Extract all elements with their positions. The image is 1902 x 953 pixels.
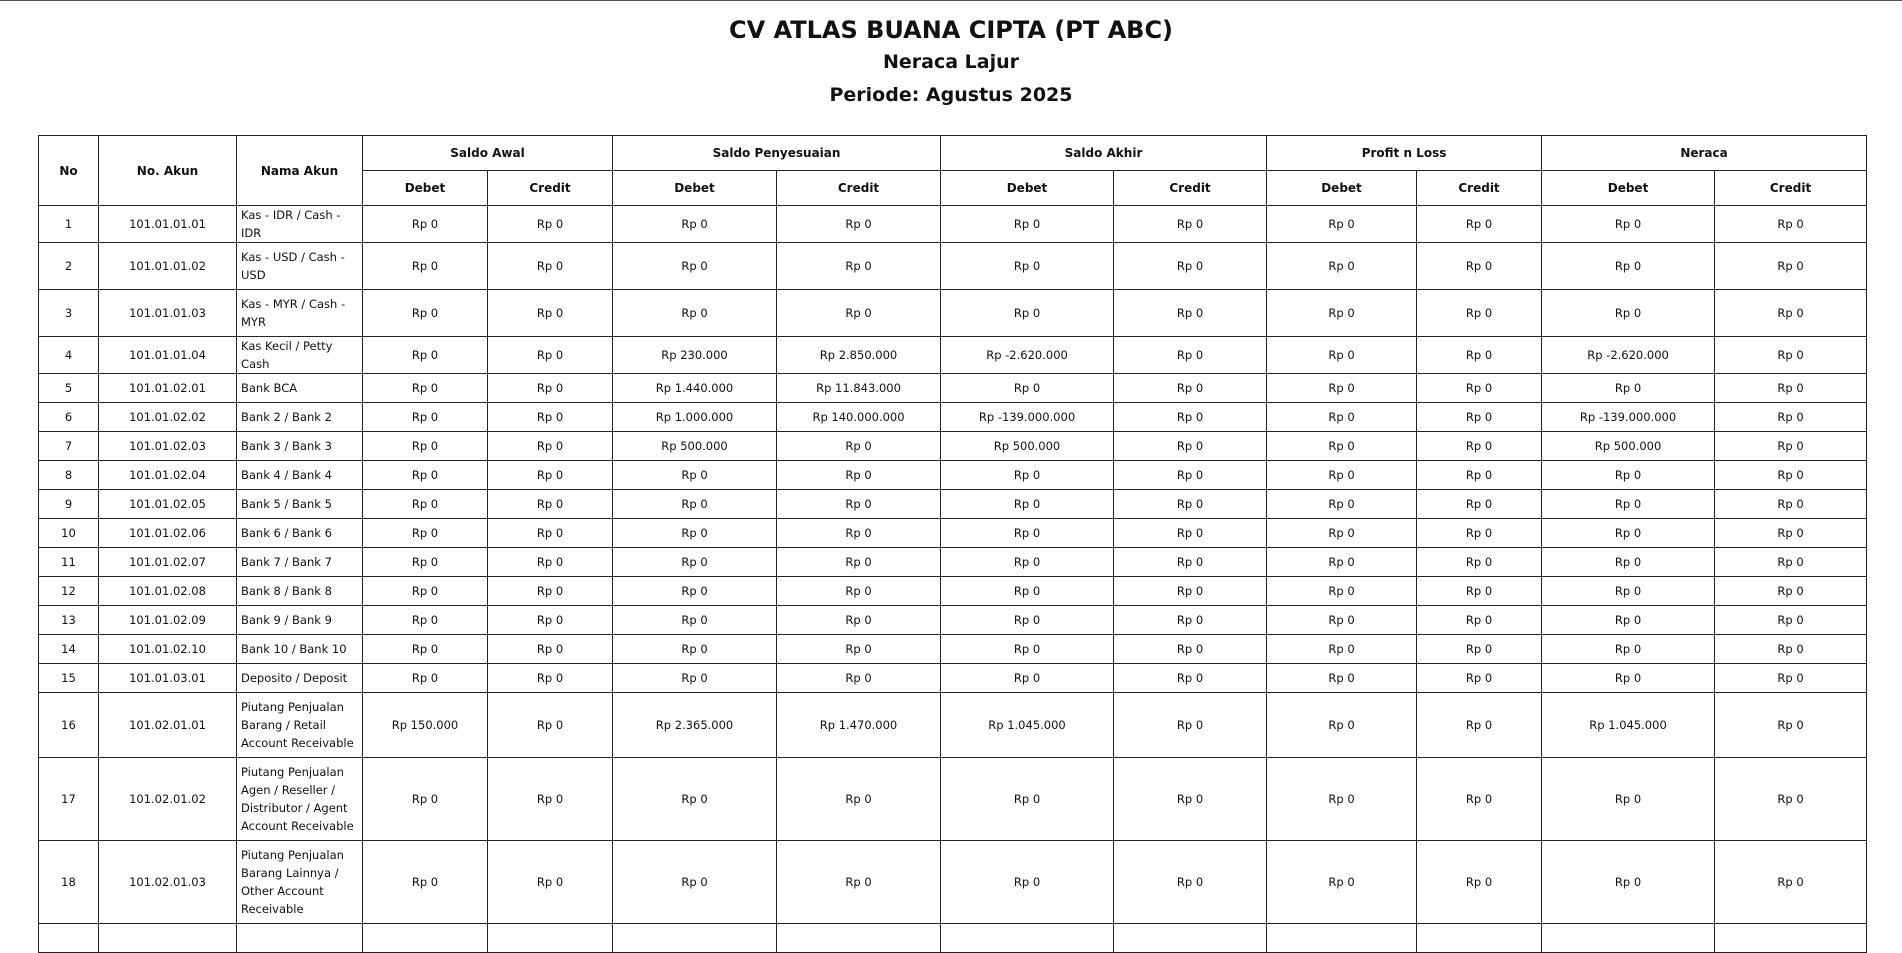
cell-account-no: 101.01.02.07 <box>99 548 237 577</box>
cell-amount-credit: Rp 0 <box>1114 432 1267 461</box>
cell-amount-debit: Rp -2.620.000 <box>941 337 1114 374</box>
cell-amount-credit: Rp 0 <box>777 577 941 606</box>
cell-amount-credit: Rp 0 <box>1417 290 1542 337</box>
cell-account-no: 101.01.03.01 <box>99 664 237 693</box>
cell-amount-credit: Rp 0 <box>1715 490 1867 519</box>
cell-no: 15 <box>39 664 99 693</box>
cell-amount-debit: Rp 0 <box>363 635 488 664</box>
cell-amount-debit: Rp 0 <box>363 461 488 490</box>
cell-account-name: Bank 2 / Bank 2 <box>237 403 363 432</box>
header-credit: Credit <box>1417 171 1542 206</box>
cell-amount-credit: Rp 0 <box>488 290 613 337</box>
cell-account-no: 101.01.02.01 <box>99 374 237 403</box>
cell-amount-debit: Rp 0 <box>613 290 777 337</box>
cell-amount-credit: Rp 0 <box>777 548 941 577</box>
cell-no: 12 <box>39 577 99 606</box>
cell-account-no: 101.01.02.02 <box>99 403 237 432</box>
cell-amount-credit: Rp 0 <box>1417 758 1542 841</box>
header-account-no: No. Akun <box>99 136 237 206</box>
header-group-saldo-penyesuaian: Saldo Penyesuaian <box>613 136 941 171</box>
header-debit: Debet <box>1267 171 1417 206</box>
cell-amount-debit: Rp 0 <box>363 206 488 243</box>
cell-amount-credit: Rp 0 <box>1114 635 1267 664</box>
cell-amount-debit: Rp 0 <box>941 548 1114 577</box>
cell-account-no: 101.01.01.02 <box>99 243 237 290</box>
cell-amount-credit: Rp 0 <box>1114 693 1267 758</box>
cell-amount-credit: Rp 0 <box>1715 374 1867 403</box>
cell-amount-debit: Rp 0 <box>1542 664 1715 693</box>
cell-amount-debit <box>1267 924 1417 953</box>
header-credit: Credit <box>1114 171 1267 206</box>
cell-amount-debit: Rp 0 <box>941 606 1114 635</box>
cell-account-no: 101.01.02.09 <box>99 606 237 635</box>
cell-amount-debit: Rp 0 <box>1542 206 1715 243</box>
cell-account-name <box>237 924 363 953</box>
table-row <box>39 693 1867 758</box>
cell-amount-debit: Rp 0 <box>941 664 1114 693</box>
cell-amount-debit: Rp 0 <box>1542 635 1715 664</box>
cell-amount-credit: Rp 0 <box>777 290 941 337</box>
cell-amount-debit: Rp 0 <box>941 206 1114 243</box>
cell-amount-debit: Rp 0 <box>1542 577 1715 606</box>
cell-amount-credit: Rp 0 <box>777 758 941 841</box>
cell-amount-debit: Rp 0 <box>613 635 777 664</box>
cell-amount-credit: Rp 11.843.000 <box>777 374 941 403</box>
header-debit: Debet <box>363 171 488 206</box>
cell-amount-debit: Rp 0 <box>1267 841 1417 924</box>
cell-amount-credit: Rp 0 <box>777 461 941 490</box>
cell-no: 6 <box>39 403 99 432</box>
table-row <box>39 664 1867 693</box>
cell-amount-credit: Rp 0 <box>1715 461 1867 490</box>
cell-amount-debit <box>613 924 777 953</box>
header-credit: Credit <box>777 171 941 206</box>
cell-account-name: Piutang Penjualan Barang / Retail Account Receivable <box>237 693 363 758</box>
cell-no: 14 <box>39 635 99 664</box>
cell-amount-credit: Rp 0 <box>488 606 613 635</box>
table-row <box>39 243 1867 290</box>
cell-account-no: 101.01.02.06 <box>99 519 237 548</box>
cell-account-no: 101.01.02.04 <box>99 461 237 490</box>
cell-amount-credit: Rp 0 <box>1114 577 1267 606</box>
cell-amount-credit: Rp 0 <box>1715 206 1867 243</box>
cell-amount-debit: Rp 150.000 <box>363 693 488 758</box>
cell-amount-debit: Rp 0 <box>1267 432 1417 461</box>
cell-amount-debit: Rp 0 <box>1267 635 1417 664</box>
cell-amount-credit: Rp 140.000.000 <box>777 403 941 432</box>
cell-amount-credit: Rp 0 <box>1114 490 1267 519</box>
cell-amount-debit: Rp 0 <box>363 664 488 693</box>
table-row <box>39 577 1867 606</box>
cell-amount-credit: Rp 0 <box>1715 243 1867 290</box>
cell-amount-debit: Rp 0 <box>1267 664 1417 693</box>
cell-amount-credit: Rp 0 <box>488 693 613 758</box>
top-border-line <box>0 0 1902 1</box>
cell-amount-credit: Rp 0 <box>1114 841 1267 924</box>
cell-amount-credit: Rp 0 <box>488 403 613 432</box>
cell-account-name: Bank 3 / Bank 3 <box>237 432 363 461</box>
cell-no: 10 <box>39 519 99 548</box>
table-row <box>39 374 1867 403</box>
cell-account-no: 101.02.01.03 <box>99 841 237 924</box>
cell-amount-credit: Rp 0 <box>488 519 613 548</box>
cell-amount-credit: Rp 0 <box>1417 577 1542 606</box>
cell-amount-debit: Rp 0 <box>613 461 777 490</box>
cell-amount-debit: Rp 0 <box>613 606 777 635</box>
cell-amount-debit: Rp 0 <box>1542 243 1715 290</box>
cell-amount-credit: Rp 0 <box>1114 243 1267 290</box>
cell-no <box>39 924 99 953</box>
cell-amount-credit: Rp 0 <box>488 635 613 664</box>
cell-amount-credit <box>1715 924 1867 953</box>
cell-amount-credit: Rp 0 <box>488 337 613 374</box>
cell-account-no: 101.01.01.04 <box>99 337 237 374</box>
cell-amount-debit: Rp 0 <box>613 758 777 841</box>
cell-amount-credit: Rp 0 <box>488 461 613 490</box>
cell-account-name: Kas Kecil / Petty Cash <box>237 337 363 374</box>
report-period: Periode: Agustus 2025 <box>829 84 1073 106</box>
cell-amount-debit: Rp 0 <box>941 519 1114 548</box>
cell-amount-debit: Rp 0 <box>1267 490 1417 519</box>
cell-amount-credit: Rp 0 <box>1417 841 1542 924</box>
cell-amount-credit: Rp 0 <box>1417 635 1542 664</box>
cell-amount-debit: Rp 0 <box>941 635 1114 664</box>
cell-amount-credit: Rp 0 <box>777 243 941 290</box>
cell-account-name: Kas - MYR / Cash - MYR <box>237 290 363 337</box>
cell-amount-debit: Rp 0 <box>613 577 777 606</box>
cell-amount-debit: Rp 0 <box>613 519 777 548</box>
cell-amount-debit <box>1542 924 1715 953</box>
cell-amount-credit: Rp 0 <box>1417 461 1542 490</box>
cell-amount-debit: Rp 0 <box>363 606 488 635</box>
cell-amount-credit: Rp 0 <box>488 758 613 841</box>
header-debit: Debet <box>1542 171 1715 206</box>
cell-amount-credit <box>1114 924 1267 953</box>
header-group-saldo-awal: Saldo Awal <box>363 136 613 171</box>
cell-amount-debit: Rp 0 <box>1267 337 1417 374</box>
cell-amount-debit: Rp 1.045.000 <box>1542 693 1715 758</box>
table-row <box>39 635 1867 664</box>
cell-amount-credit: Rp 0 <box>1114 548 1267 577</box>
report-title: Neraca Lajur <box>882 51 1019 73</box>
cell-amount-credit: Rp 0 <box>1715 577 1867 606</box>
cell-no: 7 <box>39 432 99 461</box>
cell-amount-credit: Rp 0 <box>777 664 941 693</box>
cell-amount-credit <box>777 924 941 953</box>
cell-no: 17 <box>39 758 99 841</box>
cell-account-name: Piutang Penjualan Agen / Reseller / Distributor / Agent Account Receivable <box>237 758 363 841</box>
cell-no: 16 <box>39 693 99 758</box>
cell-amount-credit: Rp 0 <box>1114 758 1267 841</box>
cell-amount-credit: Rp 0 <box>488 841 613 924</box>
worksheet-table-container <box>38 135 1867 953</box>
cell-amount-debit: Rp 0 <box>1542 548 1715 577</box>
cell-amount-credit: Rp 0 <box>1715 841 1867 924</box>
cell-amount-debit: Rp 0 <box>1267 374 1417 403</box>
cell-amount-debit: Rp 0 <box>363 290 488 337</box>
cell-amount-credit: Rp 0 <box>1715 635 1867 664</box>
cell-amount-credit: Rp 0 <box>488 243 613 290</box>
cell-amount-debit: Rp 0 <box>1267 758 1417 841</box>
cell-amount-debit: Rp 0 <box>941 758 1114 841</box>
cell-account-name: Bank 9 / Bank 9 <box>237 606 363 635</box>
cell-amount-credit: Rp 0 <box>1417 548 1542 577</box>
cell-amount-credit <box>1417 924 1542 953</box>
cell-amount-debit: Rp 0 <box>363 403 488 432</box>
cell-amount-debit: Rp 1.440.000 <box>613 374 777 403</box>
cell-amount-debit: Rp 0 <box>1542 519 1715 548</box>
cell-amount-credit: Rp 0 <box>1114 290 1267 337</box>
cell-amount-debit: Rp 0 <box>363 758 488 841</box>
cell-account-name: Bank BCA <box>237 374 363 403</box>
header-group-saldo-akhir: Saldo Akhir <box>941 136 1267 171</box>
cell-amount-debit: Rp 0 <box>1267 519 1417 548</box>
cell-amount-credit: Rp 0 <box>777 206 941 243</box>
cell-amount-credit: Rp 0 <box>1114 519 1267 548</box>
cell-account-name: Bank 7 / Bank 7 <box>237 548 363 577</box>
cell-amount-debit: Rp 500.000 <box>613 432 777 461</box>
cell-amount-debit: Rp -139.000.000 <box>941 403 1114 432</box>
cell-amount-debit: Rp 0 <box>1267 577 1417 606</box>
cell-amount-credit: Rp 0 <box>488 432 613 461</box>
cell-amount-debit: Rp 2.365.000 <box>613 693 777 758</box>
cell-amount-debit <box>363 924 488 953</box>
table-row <box>39 337 1867 374</box>
cell-account-no: 101.01.02.03 <box>99 432 237 461</box>
table-row <box>39 606 1867 635</box>
table-row <box>39 758 1867 841</box>
cell-amount-debit: Rp 0 <box>1542 290 1715 337</box>
cell-account-name: Kas - IDR / Cash - IDR <box>237 206 363 243</box>
cell-amount-credit: Rp 0 <box>1417 337 1542 374</box>
cell-account-no: 101.01.01.01 <box>99 206 237 243</box>
cell-amount-debit: Rp 0 <box>1267 693 1417 758</box>
cell-amount-credit: Rp 0 <box>488 374 613 403</box>
cell-amount-credit: Rp 0 <box>777 841 941 924</box>
cell-amount-credit: Rp 0 <box>1114 403 1267 432</box>
cell-amount-debit: Rp 0 <box>1542 490 1715 519</box>
cell-amount-credit: Rp 0 <box>488 490 613 519</box>
cell-amount-debit: Rp 0 <box>941 841 1114 924</box>
cell-amount-debit: Rp 0 <box>613 548 777 577</box>
cell-amount-debit: Rp 0 <box>613 490 777 519</box>
cell-amount-credit: Rp 0 <box>1715 519 1867 548</box>
cell-no: 5 <box>39 374 99 403</box>
cell-amount-credit: Rp 0 <box>1417 664 1542 693</box>
cell-no: 13 <box>39 606 99 635</box>
cell-amount-debit: Rp 0 <box>941 490 1114 519</box>
table-row <box>39 403 1867 432</box>
cell-account-name: Bank 5 / Bank 5 <box>237 490 363 519</box>
cell-amount-debit: Rp 0 <box>363 519 488 548</box>
cell-amount-debit: Rp 0 <box>613 841 777 924</box>
cell-amount-credit: Rp 0 <box>488 577 613 606</box>
cell-amount-debit: Rp 0 <box>1542 606 1715 635</box>
worksheet-table-body <box>39 206 1867 953</box>
cell-account-no: 101.01.02.10 <box>99 635 237 664</box>
cell-amount-debit: Rp 0 <box>1542 461 1715 490</box>
cell-amount-debit: Rp 500.000 <box>1542 432 1715 461</box>
cell-amount-credit: Rp 0 <box>1417 243 1542 290</box>
table-row <box>39 841 1867 924</box>
cell-amount-debit: Rp 0 <box>613 243 777 290</box>
cell-amount-credit: Rp 0 <box>777 635 941 664</box>
cell-amount-credit: Rp 0 <box>1417 432 1542 461</box>
cell-amount-debit: Rp 0 <box>363 577 488 606</box>
cell-amount-credit: Rp 0 <box>1715 758 1867 841</box>
cell-amount-credit: Rp 0 <box>1417 403 1542 432</box>
cell-amount-credit: Rp 0 <box>1417 206 1542 243</box>
header-credit: Credit <box>1715 171 1867 206</box>
cell-no: 18 <box>39 841 99 924</box>
cell-account-no: 101.02.01.02 <box>99 758 237 841</box>
cell-amount-debit: Rp -2.620.000 <box>1542 337 1715 374</box>
cell-account-no: 101.02.01.01 <box>99 693 237 758</box>
cell-amount-debit: Rp 230.000 <box>613 337 777 374</box>
cell-no: 3 <box>39 290 99 337</box>
header-debit: Debet <box>941 171 1114 206</box>
table-row <box>39 490 1867 519</box>
cell-amount-debit: Rp 0 <box>363 548 488 577</box>
table-row <box>39 548 1867 577</box>
cell-amount-credit: Rp 0 <box>777 490 941 519</box>
cell-amount-debit: Rp 0 <box>363 374 488 403</box>
cell-amount-debit: Rp 0 <box>1267 243 1417 290</box>
cell-amount-credit: Rp 0 <box>1114 606 1267 635</box>
cell-amount-credit: Rp 0 <box>1417 693 1542 758</box>
cell-account-name: Kas - USD / Cash - USD <box>237 243 363 290</box>
cell-amount-debit: Rp 0 <box>1542 374 1715 403</box>
cell-amount-debit: Rp 0 <box>363 841 488 924</box>
cell-amount-credit: Rp 0 <box>1715 403 1867 432</box>
cell-amount-credit: Rp 0 <box>1715 664 1867 693</box>
cell-amount-debit: Rp 0 <box>1267 548 1417 577</box>
cell-amount-credit: Rp 0 <box>1715 337 1867 374</box>
cell-amount-debit: Rp 0 <box>1542 758 1715 841</box>
header-credit: Credit <box>488 171 613 206</box>
company-name: CV ATLAS BUANA CIPTA (PT ABC) <box>728 16 1174 44</box>
cell-amount-credit: Rp 0 <box>1114 664 1267 693</box>
cell-account-no: 101.01.02.08 <box>99 577 237 606</box>
cell-no: 9 <box>39 490 99 519</box>
table-row <box>39 432 1867 461</box>
cell-amount-credit: Rp 0 <box>777 606 941 635</box>
cell-no: 1 <box>39 206 99 243</box>
cell-amount-debit: Rp 0 <box>363 432 488 461</box>
table-row <box>39 519 1867 548</box>
cell-account-no: 101.01.01.03 <box>99 290 237 337</box>
header-group-profit-n-loss: Profit n Loss <box>1267 136 1542 171</box>
cell-amount-debit: Rp 0 <box>1267 290 1417 337</box>
cell-no: 2 <box>39 243 99 290</box>
cell-account-name: Piutang Penjualan Barang Lainnya / Other Account Receivable <box>237 841 363 924</box>
cell-amount-credit: Rp 0 <box>1114 206 1267 243</box>
cell-amount-debit: Rp 0 <box>363 243 488 290</box>
cell-amount-credit: Rp 0 <box>1715 432 1867 461</box>
cell-amount-debit: Rp 1.045.000 <box>941 693 1114 758</box>
worksheet-table <box>38 135 1867 953</box>
header-account-name: Nama Akun <box>237 136 363 206</box>
cell-amount-credit: Rp 0 <box>1417 374 1542 403</box>
cell-amount-debit <box>941 924 1114 953</box>
cell-amount-debit: Rp 0 <box>1267 206 1417 243</box>
cell-amount-credit: Rp 0 <box>1114 374 1267 403</box>
cell-account-name: Bank 10 / Bank 10 <box>237 635 363 664</box>
cell-amount-credit: Rp 0 <box>488 206 613 243</box>
cell-amount-credit <box>488 924 613 953</box>
cell-amount-debit: Rp 0 <box>613 206 777 243</box>
cell-amount-credit: Rp 1.470.000 <box>777 693 941 758</box>
cell-amount-credit: Rp 0 <box>1114 461 1267 490</box>
cell-amount-credit: Rp 0 <box>1417 606 1542 635</box>
cell-account-no: 101.01.02.05 <box>99 490 237 519</box>
cell-amount-debit: Rp 0 <box>363 490 488 519</box>
table-row <box>39 924 1867 953</box>
cell-amount-credit: Rp 0 <box>1715 548 1867 577</box>
cell-account-name: Bank 4 / Bank 4 <box>237 461 363 490</box>
cell-amount-credit: Rp 0 <box>1715 693 1867 758</box>
cell-amount-debit: Rp 0 <box>1542 841 1715 924</box>
cell-amount-debit: Rp 500.000 <box>941 432 1114 461</box>
cell-account-name: Bank 6 / Bank 6 <box>237 519 363 548</box>
cell-amount-debit: Rp 0 <box>941 577 1114 606</box>
cell-no: 11 <box>39 548 99 577</box>
cell-no: 4 <box>39 337 99 374</box>
cell-amount-debit: Rp 0 <box>1267 606 1417 635</box>
cell-amount-debit: Rp 0 <box>941 374 1114 403</box>
cell-account-no <box>99 924 237 953</box>
cell-amount-debit: Rp 0 <box>941 290 1114 337</box>
cell-amount-debit: Rp 0 <box>1267 403 1417 432</box>
cell-amount-credit: Rp 0 <box>1715 290 1867 337</box>
cell-amount-debit: Rp 0 <box>613 664 777 693</box>
header-group-neraca: Neraca <box>1542 136 1867 171</box>
cell-amount-debit: Rp 0 <box>941 461 1114 490</box>
header-debit: Debet <box>613 171 777 206</box>
table-row <box>39 461 1867 490</box>
cell-account-name: Deposito / Deposit <box>237 664 363 693</box>
cell-amount-credit: Rp 2.850.000 <box>777 337 941 374</box>
cell-amount-credit: Rp 0 <box>1715 606 1867 635</box>
cell-amount-credit: Rp 0 <box>488 548 613 577</box>
cell-amount-debit: Rp 0 <box>1267 461 1417 490</box>
cell-account-name: Bank 8 / Bank 8 <box>237 577 363 606</box>
cell-amount-debit: Rp -139.000.000 <box>1542 403 1715 432</box>
cell-amount-debit: Rp 0 <box>941 243 1114 290</box>
cell-amount-credit: Rp 0 <box>1417 490 1542 519</box>
cell-amount-debit: Rp 0 <box>363 337 488 374</box>
cell-amount-credit: Rp 0 <box>1114 337 1267 374</box>
header-no: No <box>39 136 99 206</box>
table-row <box>39 290 1867 337</box>
cell-amount-credit: Rp 0 <box>777 432 941 461</box>
cell-no: 8 <box>39 461 99 490</box>
table-row <box>39 206 1867 243</box>
cell-amount-debit: Rp 1.000.000 <box>613 403 777 432</box>
cell-amount-credit: Rp 0 <box>1417 519 1542 548</box>
cell-amount-credit: Rp 0 <box>488 664 613 693</box>
cell-amount-credit: Rp 0 <box>777 519 941 548</box>
